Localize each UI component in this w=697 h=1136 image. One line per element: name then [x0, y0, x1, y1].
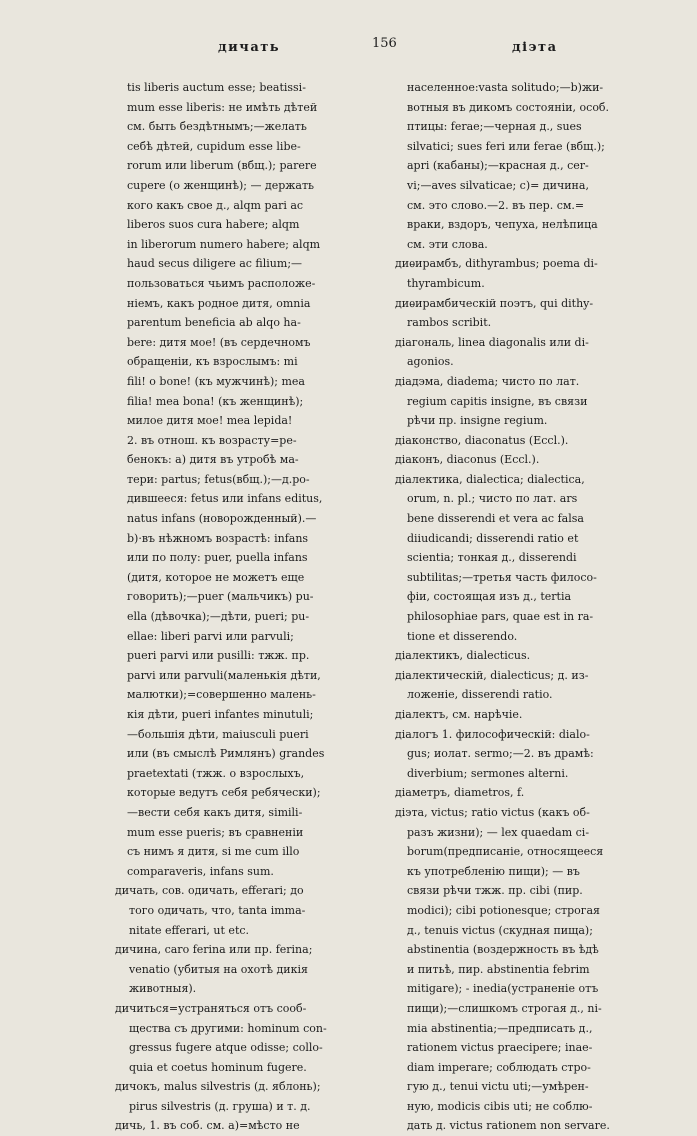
- text-line: gressus fugere atque odisse; collo-: [129, 1041, 323, 1055]
- text-line: orum, n. pl.; чисто по лат. ars: [407, 492, 578, 506]
- text-line: bene disserendi et vera ac falsa: [407, 512, 584, 526]
- text-line: діаконъ, diaconus (Eccl.).: [395, 453, 540, 467]
- text-line: rambos scribit.: [407, 316, 492, 330]
- text-line: или по полу: puer, puella infans: [127, 551, 308, 565]
- text-line: —вести себя какъ дитя, simili-: [127, 805, 303, 819]
- text-line: gus; иолат. sermo;—2. въ драмѣ:: [407, 747, 594, 761]
- text-line: rorum или liberum (вбщ.); parere: [127, 159, 317, 173]
- text-line: бенокъ: a) дитя въ утробѣ ма-: [127, 453, 299, 467]
- text-line: населенное:vasta solitudo;—b)жи-: [407, 81, 604, 94]
- text-line: tis liberis auctum esse; beatissi-: [127, 81, 306, 94]
- text-line: —большія дѣти, maiusculi pueri: [127, 727, 309, 741]
- text-line: bere: дитя мое! (въ сердечномъ: [127, 335, 311, 349]
- text-line: дившееся: fetus или infans editus,: [127, 492, 323, 506]
- text-line: subtilitas;—третья часть филосо-: [407, 570, 597, 584]
- text-line: разъ жизни); — lex quaedam ci-: [407, 825, 590, 839]
- text-line: см. это слово.—2. въ пер. см.=: [407, 198, 585, 212]
- text-line: apri (кабаны);—красная д., cer-: [407, 159, 589, 173]
- text-line: philosophiae pars, quae est in ra-: [407, 610, 594, 624]
- text-line: вотныя въ дикомъ состояніи, особ.: [407, 100, 610, 114]
- text-line: діаконство, diaconatus (Eccl.).: [395, 433, 569, 447]
- page-header: [0, 36, 697, 64]
- text-line: рѣчи пр. insigne regium.: [407, 414, 548, 428]
- text-line: милое дитя мое! mea lepida!: [127, 414, 293, 428]
- text-line: 2. въ отнош. къ возрасту=ре-: [127, 433, 297, 447]
- text-line: см. эти слова.: [407, 237, 488, 251]
- text-line: mum esse pueris; въ сравненіи: [127, 825, 304, 839]
- right-column: [395, 78, 657, 1136]
- text-line: пищи);—слишкомъ строгая д., ni-: [407, 1001, 602, 1015]
- text-line: pirus silvestris (д. груша) и т. д.: [129, 1099, 311, 1113]
- text-line: д., tenuis victus (скудная пища);: [407, 923, 593, 937]
- text-line: (дитя, которое не можетъ еще: [127, 570, 305, 584]
- text-line: ную, modicis cibis uti; не соблю-: [407, 1099, 593, 1113]
- page-number: 156: [372, 36, 397, 51]
- text-line: пользоваться чьимъ расположе-: [127, 276, 316, 290]
- text-line: abstinentia (воздержность въ ѣдѣ: [407, 943, 599, 957]
- text-line: или (въ смыслѣ Римлянъ) grandes: [127, 747, 325, 761]
- text-line: ella (дѣвочка);—дѣти, pueri; pu-: [127, 610, 310, 624]
- text-line: mitigare); - inedia(устраненіе отъ: [407, 982, 599, 996]
- text-line: съ нимъ я дитя, si me cum illo: [127, 845, 300, 859]
- text-line: того одичать, что, tanta imma-: [129, 903, 306, 917]
- text-line: птицы: ferae;—черная д., sues: [407, 120, 582, 134]
- text-line: b)·въ нѣжномъ возрастѣ: infans: [127, 531, 309, 545]
- text-line: liberos suos cura habere; alqm: [127, 218, 300, 232]
- text-line: agonios.: [407, 355, 454, 369]
- text-line: borum(предписаніе, относящееся: [407, 845, 604, 859]
- text-line: parvi или parvuli(маленькія дѣти,: [127, 668, 321, 682]
- text-line: фіи, состоящая изъ д., tertia: [407, 590, 572, 604]
- text-line: quia et coetus hominum fugere.: [129, 1060, 307, 1074]
- text-line: comparaveris, infans sum.: [127, 864, 274, 878]
- text-line: тери: partus; fetus(вбщ.);—д.ро-: [127, 472, 310, 486]
- text-line: diverbium; sermones alterni.: [407, 766, 569, 780]
- text-line: ложеніе, disserendi ratio.: [407, 688, 553, 702]
- text-line: haud secus diligere ac filium;—: [127, 257, 303, 271]
- text-line: thyrambicum.: [407, 276, 485, 290]
- text-line: щества съ другими: hominum con-: [129, 1021, 327, 1035]
- text-line: діадэма, diadema; чисто по лат.: [395, 374, 580, 388]
- text-line: fili! o bone! (къ мужчинѣ); mea: [127, 374, 305, 388]
- text-line: mum esse liberis: не имѣть дѣтей: [127, 100, 318, 114]
- text-line: parentum beneficia ab alqo ha-: [127, 316, 301, 330]
- text-line: in liberorum numero habere; alqm: [127, 237, 321, 251]
- text-line: себѣ дѣтей, cupidum esse libe-: [127, 139, 301, 153]
- text-line: говорить);—puer (мальчикъ) pu-: [127, 590, 314, 604]
- text-line: ніемъ, какъ родное дитя, omnia: [127, 296, 311, 310]
- text-line: diiudicandi; disserendi ratio et: [407, 531, 579, 545]
- text-line: дать д. victus rationem non servare.: [407, 1119, 610, 1133]
- text-line: venatio (убитыя на охотѣ дикія: [129, 962, 308, 976]
- text-line: nitate efferari, ut etc.: [129, 923, 250, 937]
- text-line: діалектика, dialectica; dialectica,: [395, 472, 585, 486]
- text-line: обращеніи, къ взрослымъ: mi: [127, 355, 298, 369]
- text-line: дичать, сов. одичать, efferari; до: [115, 884, 304, 898]
- text-line: дичокъ, malus silvestris (д. яблонь);: [115, 1080, 321, 1094]
- text-line: діаметръ, diametros, f.: [395, 786, 525, 800]
- text-line: cupere (о женщинѣ); — держать: [127, 178, 315, 192]
- text-line: scientia; тонкая д., disserendi: [407, 551, 577, 565]
- text-line: животныя).: [129, 982, 197, 996]
- left-column: [115, 78, 383, 1136]
- text-line: діалектъ, см. нарѣчіе.: [395, 708, 523, 721]
- text-line: къ употребленію пищи); — въ: [407, 864, 580, 878]
- text-line: filia! mea bona! (къ женщинѣ);: [127, 394, 304, 408]
- text-line: natus infans (новорожденный).—: [127, 512, 317, 526]
- text-line: связи рѣчи тжж. пр. cibi (пир.: [407, 884, 583, 898]
- text-line: гую д., tenui victu uti;—умѣрен-: [407, 1080, 589, 1094]
- text-line: діэта, victus; ratio victus (какъ об-: [395, 805, 590, 819]
- text-line: враки, вздоръ, чепуха, нелѣпица: [407, 218, 598, 232]
- text-line: діагональ, linea diagonalis или di-: [395, 335, 589, 349]
- text-line: silvatici; sues feri или ferae (вбщ.);: [407, 139, 605, 153]
- text-line: vi;—aves silvaticae; c)= дичина,: [407, 178, 589, 192]
- text-line: tione et disserendo.: [407, 629, 518, 643]
- running-head-right: діэта: [512, 40, 558, 55]
- text-line: дичиться=устраняться отъ сооб-: [115, 1001, 307, 1015]
- text-line: и питьѣ, пир. abstinentia febrim: [407, 962, 590, 976]
- text-line: диѳирамбическій поэтъ, qui dithy-: [395, 296, 594, 310]
- text-line: малютки);=совершенно малень-: [127, 688, 316, 702]
- text-line: regium capitis insigne, въ связи: [407, 394, 588, 408]
- text-line: ellae: liberi parvi или parvuli;: [127, 629, 294, 643]
- text-line: дичина, caro ferina или пр. ferina;: [115, 943, 313, 957]
- text-line: діалектическій, dialecticus; д. из-: [395, 668, 589, 682]
- text-line: дичь, 1. въ соб. см. а)=мѣсто не: [115, 1119, 300, 1133]
- text-line: см. быть бездѣтнымъ;—желать: [127, 120, 307, 134]
- text-line: диѳирамбъ, dithyrambus; poema di-: [395, 257, 598, 271]
- running-head-left: дичать: [218, 40, 281, 55]
- text-line: кого какъ свое д., alqm pari ac: [127, 198, 304, 212]
- text-line: діалогъ 1. философическій: dialo-: [395, 727, 590, 741]
- text-line: modici); cibi potionesque; строгая: [407, 903, 600, 917]
- text-line: pueri parvi или pusilli: тжж. пр.: [127, 649, 310, 663]
- text-line: кія дѣти, pueri infantes minutuli;: [127, 708, 314, 721]
- text-line: diam imperare; соблюдать стро-: [407, 1060, 591, 1074]
- text-line: діалектикъ, dialecticus.: [395, 649, 531, 663]
- text-line: praetextati (тжж. о взрослыхъ,: [127, 766, 305, 780]
- text-line: rationem victus praecipere; inae-: [407, 1041, 593, 1055]
- text-line: которые ведутъ себя ребячески);: [127, 786, 321, 800]
- text-line: mia abstinentia;—предписать д.,: [407, 1021, 593, 1035]
